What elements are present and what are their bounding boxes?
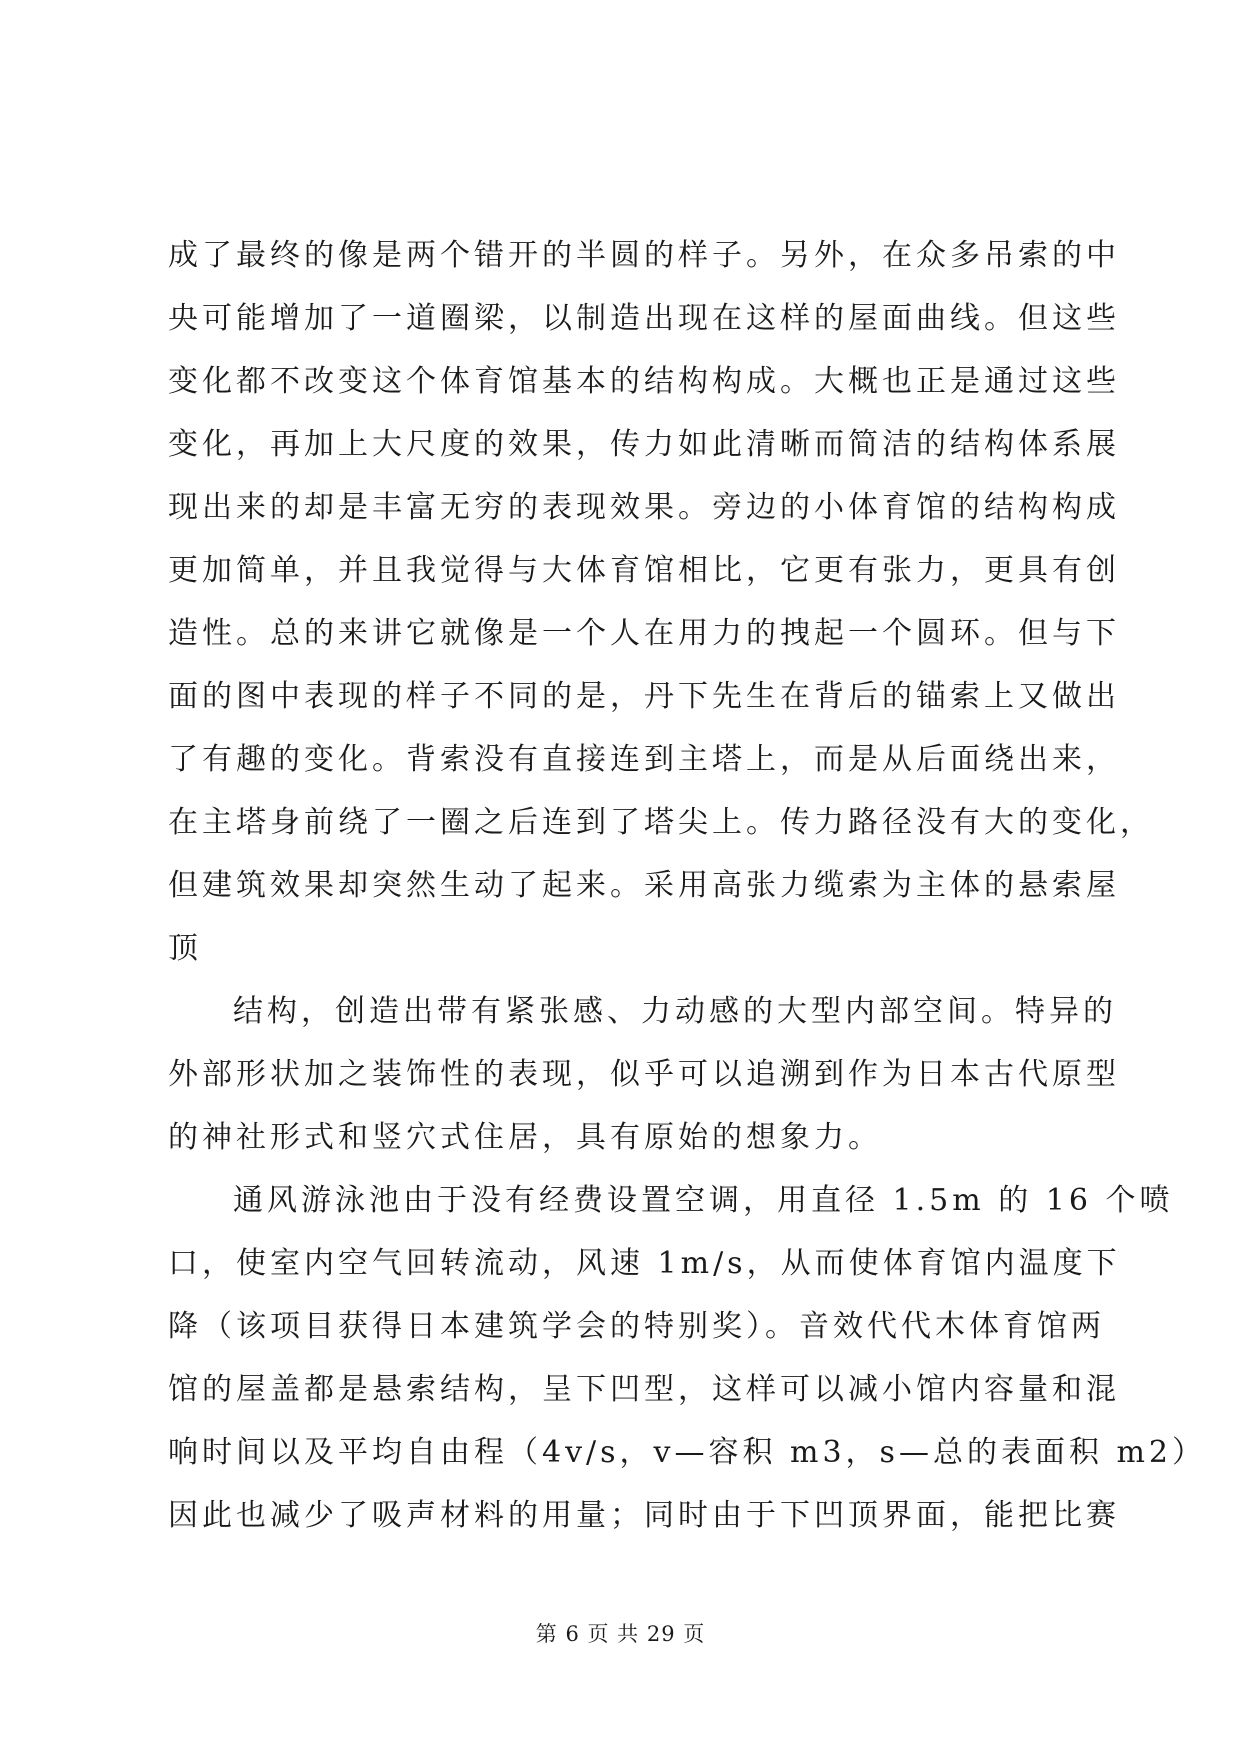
text-line: 变化都不改变这个体育馆基本的结构构成。大概也正是通过这些	[168, 364, 1120, 399]
text-line: 的神社形式和竖穴式住居，具有原始的想象力。	[168, 1120, 882, 1155]
text-line: 结构，创造出带有紧张感、力动感的大型内部空间。特异的	[233, 994, 1117, 1029]
text-line: 造性。总的来讲它就像是一个人在用力的拽起一个圆环。但与下	[168, 616, 1120, 651]
text-line: 央可能增加了一道圈梁，以制造出现在这样的屋面曲线。但这些	[168, 301, 1120, 336]
text-line: 在主塔身前绕了一圈之后连到了塔尖上。传力路径没有大的变化，	[168, 805, 1154, 840]
text-line: 顶	[168, 931, 202, 966]
text-line: 因此也减少了吸声材料的用量；同时由于下凹顶界面，能把比赛	[168, 1498, 1120, 1533]
text-line: 成了最终的像是两个错开的半圆的样子。另外，在众多吊索的中	[168, 238, 1120, 273]
paragraph-1	[168, 224, 1154, 980]
page-number: 第 6 页 共 29 页	[535, 1622, 706, 1646]
text-line: 降（该项目获得日本建筑学会的特别奖）。音效代代木体育馆两	[168, 1309, 1105, 1344]
text-line: 了有趣的变化。背索没有直接连到主塔上，而是从后面绕出来，	[168, 742, 1120, 777]
text-line: 响时间以及平均自由程（4v/s，v—容积 m3，s—总的表面积 m2）	[168, 1435, 1207, 1470]
text-line: 面的图中表现的样子不同的是，丹下先生在背后的锚索上又做出	[168, 679, 1120, 714]
paragraph-2	[168, 980, 1120, 1169]
text-line: 馆的屋盖都是悬索结构，呈下凹型，这样可以减小馆内容量和混	[168, 1372, 1120, 1407]
body-text	[168, 224, 1207, 1547]
text-line: 变化，再加上大尺度的效果，传力如此清晰而简洁的结构体系展	[168, 427, 1120, 462]
text-line: 更加简单，并且我觉得与大体育馆相比，它更有张力，更具有创	[168, 553, 1120, 588]
text-line: 通风游泳池由于没有经费设置空调，用直径 1.5m 的 16 个喷	[233, 1183, 1174, 1218]
text-line: 现出来的却是丰富无穷的表现效果。旁边的小体育馆的结构构成	[168, 490, 1120, 525]
text-line: 外部形状加之装饰性的表现，似乎可以追溯到作为日本古代原型	[168, 1057, 1120, 1092]
text-line: 口，使室内空气回转流动，风速 1m/s，从而使体育馆内温度下	[168, 1246, 1121, 1281]
paragraph-3	[168, 1169, 1207, 1547]
page-footer	[0, 1618, 1241, 1648]
text-line: 但建筑效果却突然生动了起来。采用高张力缆索为主体的悬索屋	[168, 868, 1120, 903]
